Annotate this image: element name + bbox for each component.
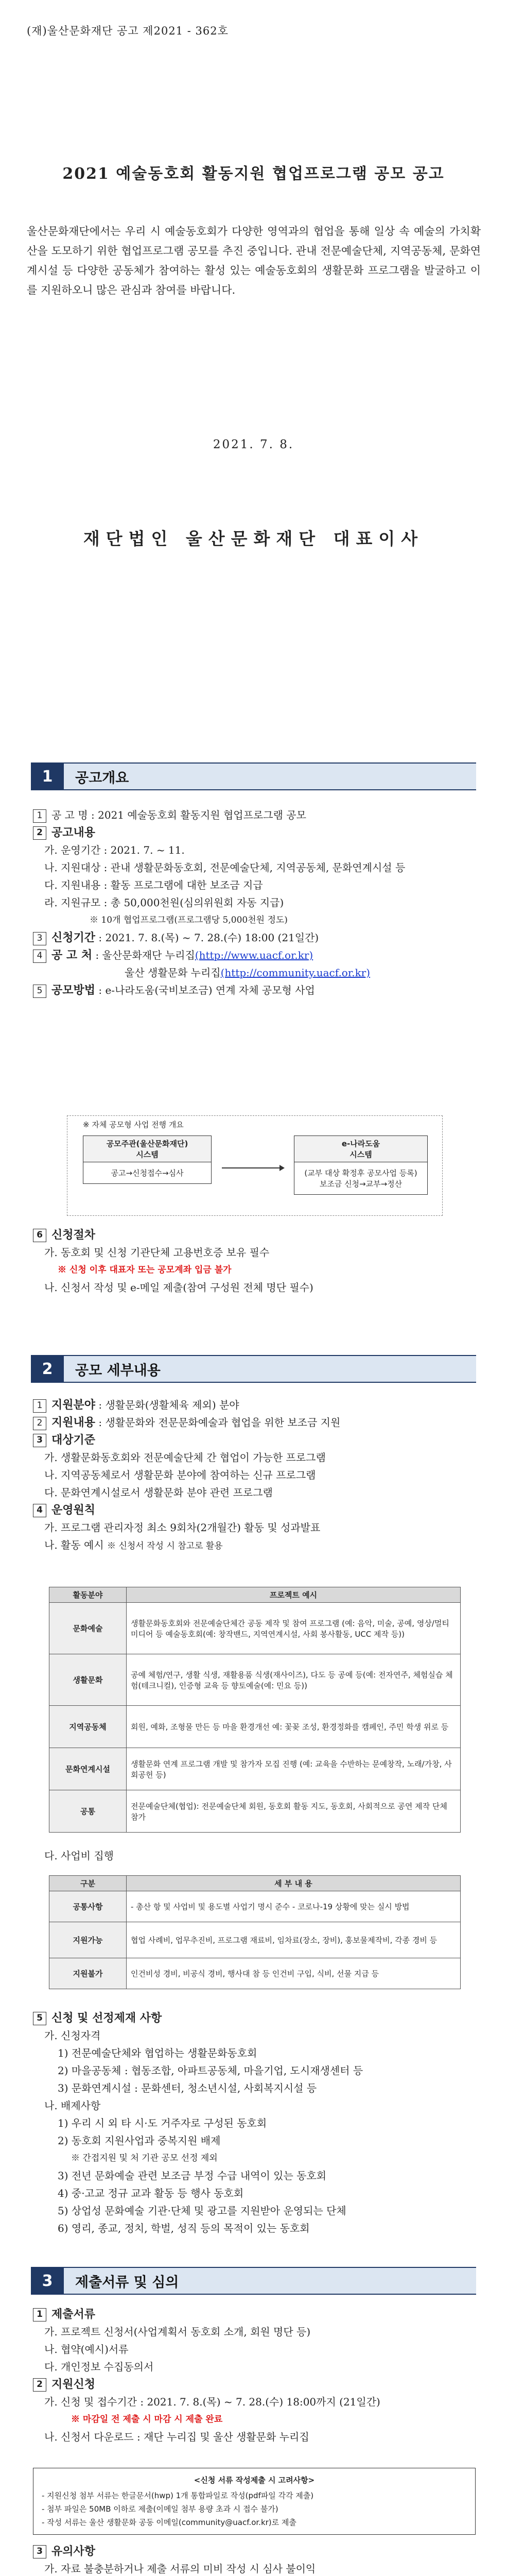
diagram-right-body2: 보조금 신청→교부→정산: [319, 1179, 403, 1189]
table-cell: 공통: [49, 1790, 127, 1833]
eligibility-a1: 1) 전문예술단체와 협업하는 생활문화동호회: [58, 2047, 257, 2059]
section-title: 제출서류 및 심의: [64, 2268, 476, 2294]
procedure-note: ※ 신청 이후 대표자 또는 공모계좌 입금 불가: [58, 1265, 232, 1275]
section-number: 3: [31, 2268, 64, 2294]
application-period: : 2021. 7. 8.(목) ~ 7. 28.(수) 18:00 (21일간): [98, 931, 319, 944]
section-3-body: [33, 2306, 476, 2446]
item-number: 2: [33, 826, 46, 840]
criteria-heading: 대상기준: [51, 1433, 96, 1447]
exclusion-4: 4) 중·고교 정규 교과 활동 등 행사 동호회: [58, 2187, 244, 2199]
table-cell: 지원가능: [49, 1922, 127, 1958]
exclusion-2-note: ※ 간접지원 및 처 기관 공모 선정 제외: [71, 2153, 218, 2163]
foundation-website-link[interactable]: (http://www.uacf.or.kr): [195, 949, 313, 961]
table-cell: 전문예술단체(협업): 전문예술단체 회원, 동호회 활동 지도, 동호회, 사회적으로 공연 제작 단체 참가: [127, 1790, 461, 1833]
section-number: 1: [31, 764, 64, 789]
application-a: 가. 신청 및 접수기간 : 2021. 7. 8.(목) ~ 7. 28.(수) 18:00까지 (21일간): [44, 2396, 380, 2408]
notice-content-heading: 공고내용: [51, 826, 96, 839]
budget-heading-block: [33, 1847, 476, 1865]
notice-location: : 울산문화재단 누리집: [95, 949, 195, 961]
field: : 생활문화(생활체육 제외) 분야: [98, 1399, 239, 1411]
item-number: 3: [33, 2545, 46, 2558]
exclusion-1: 1) 우리 시 외 타 시·도 거주자로 구성된 동호회: [58, 2117, 267, 2129]
exclusion-3: 3) 전년 문화예술 관련 보조금 부정 수급 내역이 있는 동호회: [58, 2170, 327, 2182]
item-number: 3: [33, 1434, 46, 1447]
issuer-name: 재단법인 울산문화재단 대표이사: [83, 529, 424, 549]
documents-a: 가. 프로젝트 신청서(사업계획서 동호회 소개, 회원 명단 등): [44, 2326, 311, 2338]
section-title: 공고개요: [64, 764, 476, 789]
item-number: 6: [33, 1229, 46, 1242]
table-cell: 인건비성 경비, 비공식 경비, 행사대 참 등 인건비 구입, 식비, 선물 지급 등: [127, 1958, 461, 1989]
section-number: 2: [31, 1356, 64, 1382]
diagram-left-head: 공모주관(울산문화재단): [106, 1139, 188, 1148]
section-1-body: [33, 806, 476, 999]
process-diagram: [67, 1115, 443, 1216]
item-number: 4: [33, 1504, 46, 1517]
support-content: 다. 지원내용 : 활동 프로그램에 대한 보조금 지급: [44, 879, 263, 891]
application-period-label: 신청기간: [51, 931, 96, 944]
table-row: [49, 1748, 461, 1790]
eligibility-heading: 신청 및 선정제재 사항: [51, 2011, 162, 2025]
section-3-cautions: [33, 2543, 476, 2576]
notice-line: - 지원신청 첨부 서류는 한글문서(hwp) 1개 통합파일로 작성(pdf파일 각각 제출): [42, 2491, 314, 2500]
item-number: 5: [33, 985, 46, 998]
operating-period: 가. 운영기간 : 2021. 7. ~ 11.: [44, 844, 185, 856]
caution-a: 가. 자료 불충분하거나 제출 서류의 미비 작성 시 심사 불이익: [44, 2563, 316, 2575]
section-2-body: [33, 1396, 476, 1555]
diagram-note: ※ 자체 공모형 사업 전행 개요: [83, 1120, 184, 1129]
diagram-left-body: 공고→신청접수→심사: [111, 1168, 184, 1178]
table-row: [49, 1958, 461, 1989]
notice-title: <신청 서류 작성제출 시 고려사항>: [194, 2476, 315, 2485]
table-header: 세 부 내 용: [127, 1876, 461, 1891]
support-note: ※ 10개 협업프로그램(프로그램당 5,000천원 정도): [90, 915, 288, 925]
documents-heading: 제출서류: [51, 2308, 96, 2321]
criteria-a: 가. 생활문화동호회와 전문예술단체 간 협업이 가능한 프로그램: [44, 1451, 326, 1464]
table-cell: 지역공동체: [49, 1706, 127, 1748]
principle-a: 가. 프로그램 관리자정 최소 9회차(2개월간) 활동 및 성과발표: [44, 1521, 321, 1534]
criteria-c: 다. 문화연계시설로서 생활문화 분야 관련 프로그램: [44, 1486, 273, 1499]
notice-line: - 작성 서류는 울산 생활문화 공동 이메일(community@uacf.or.kr)로 제출: [42, 2518, 296, 2527]
eligibility-a3: 3) 문화연계시설 : 문화센터, 청소년시설, 사회복지시설 등: [58, 2082, 317, 2094]
support: : 생활문화와 전문문화예술과 협업을 위한 보조금 지원: [98, 1416, 341, 1429]
item-number: 1: [33, 1399, 46, 1413]
doc-number: (재)울산문화재단 공고 제2021 - 362호: [27, 25, 229, 37]
item-number: 1: [33, 809, 46, 823]
item-number: 2: [33, 2378, 46, 2392]
table-row: [49, 1922, 461, 1958]
notice-line: - 첨부 파일은 50MB 이하로 제출(이메일 첨부 용량 초과 시 접수 불가): [42, 2504, 278, 2514]
diagram-right-body: (교부 대상 확정후 공모사업 등록): [304, 1168, 417, 1178]
field-label: 지원분야: [51, 1398, 96, 1412]
diagram-left-box: [83, 1136, 212, 1184]
method-label: 공모방법: [51, 984, 96, 997]
table-cell: 생활문화동호회와 전문예술단체간 공동 제작 및 참여 프로그램 (예: 음악, 미술, 공예, 영상/멀티미디어 등 예술동호회(예: 창작밴드, 지역연계시설, 사회 봉사활동, UCC 제작 등)): [127, 1603, 461, 1654]
submission-notice-box: [33, 2468, 476, 2535]
community-website-link[interactable]: (http://community.uacf.or.kr): [220, 967, 371, 979]
diagram-right-box: [294, 1136, 428, 1195]
exclusion-heading: 나. 배제사항: [44, 2099, 101, 2112]
item-number: 4: [33, 950, 46, 963]
item-number: 2: [33, 1417, 46, 1430]
documents-c: 다. 개인정보 수집동의서: [44, 2361, 154, 2373]
example-table: [49, 1587, 461, 1833]
table-cell: 공통사항: [49, 1891, 127, 1922]
section-3-header: [31, 2267, 476, 2295]
table-cell: 문화예술: [49, 1603, 127, 1654]
exclusion-5: 5) 상업성 문화예술 기관·단체 및 광고를 지원받아 운영되는 단체: [58, 2205, 346, 2217]
table-row: [49, 1603, 461, 1654]
budget-heading: 다. 사업비 집행: [44, 1850, 114, 1862]
principle-b: 나. 활동 예시: [44, 1539, 104, 1551]
table-row: [49, 1790, 461, 1833]
procedure-a: 가. 동호회 및 신청 기관단체 고용번호증 보유 필수: [44, 1246, 270, 1259]
table-header: 구분: [49, 1876, 127, 1891]
application-note: ※ 마감일 전 제출 시 마감 시 제출 완료: [71, 2414, 223, 2425]
arrow-right-icon: [222, 1167, 284, 1168]
item-number: 5: [33, 2012, 46, 2025]
table-cell: - 총산 항 및 사업비 및 용도별 사업기 명시 준수 - 코로나-19 상황에 맞는 실시 방법: [127, 1891, 461, 1922]
diagram-left-head2: 시스템: [136, 1150, 159, 1159]
notice-location-label: 공 고 처: [51, 948, 93, 962]
issue-date: 2021. 7. 8.: [213, 438, 294, 451]
documents-b: 나. 협약(예시)서류: [44, 2343, 129, 2355]
table-cell: 지원불가: [49, 1958, 127, 1989]
table-row: [49, 1654, 461, 1706]
support-target: 나. 지원대상 : 관내 생활문화동호회, 전문예술단체, 지역공동체, 문화연계시설 등: [44, 861, 406, 874]
diagram-right-head2: 시스템: [349, 1150, 372, 1159]
table-cell: 협업 사례비, 업무추진비, 프로그램 재료비, 임차료(장소, 장비), 홍보물제작비, 각종 경비 등: [127, 1922, 461, 1958]
support-label: 지원내용: [51, 1416, 96, 1429]
table-header: 활동분야: [49, 1587, 127, 1603]
principle-heading: 운영원칙: [51, 1503, 96, 1517]
table-cell: 회원, 예화, 조형물 만든 등 마을 환경개선 예: 꽃꽂 조성, 환경정화를 캠페인, 주민 학생 위로 등: [127, 1706, 461, 1748]
table-cell: 생활문화 연계 프로그램 개발 및 참가자 모집 진행 (예: 교육을 수반하는 문예창작, 노래/가창, 사회공헌 등): [127, 1748, 461, 1790]
eligibility-a: 가. 신청자격: [44, 2029, 101, 2042]
exclusion-2: 2) 동호회 지원사업과 중복지원 배제: [58, 2134, 221, 2147]
method: : e-나라도움(국비보조금) 연계 자체 공모형 사업: [98, 984, 315, 996]
table-cell: 공예 체험/연구, 생활 식생, 재활용품 식생(재사이즈), 다도 등 공예 등(예: 전자연주, 체험실습 체험(테크니컬), 인증형 교육 등 향토예술(예: 민요 등)): [127, 1654, 461, 1706]
table-header: 프로젝트 예시: [127, 1587, 461, 1603]
page-title: 2021 예술동호회 활동지원 협업프로그램 공모 공고: [62, 165, 445, 183]
section-1-procedure: [33, 1226, 476, 1296]
principle-note: ※ 신청서 작성 시 참고로 활용: [107, 1541, 223, 1551]
table-cell: 생활문화: [49, 1654, 127, 1706]
section-title: 공모 세부내용: [64, 1356, 476, 1382]
table-row: [49, 1891, 461, 1922]
section-2-eligibility: [33, 2009, 476, 2237]
item-number: 3: [33, 932, 46, 945]
eligibility-a2: 2) 마을공동체 : 협동조합, 아파트공동체, 마을기업, 도시재생센터 등: [58, 2064, 363, 2077]
intro-paragraph: 울산문화재단에서는 우리 시 예술동호회가 다양한 영역과의 협업을 통해 일상 속 예술의 가치확산을 도모하기 위한 협업프로그램 공모를 추진 중입니다. 관내 전문예술단체, 지역공동체, 문화연계시설 등 다양한 공동체가 참여하는 활성 있는 예술동호회의 생활문화 프로그램을 발굴하고 이를 지원하오니 많은 관심과 참여를 바랍니다.: [27, 225, 481, 296]
table-cell: 문화연계시설: [49, 1748, 127, 1790]
caution-heading: 유의사항: [51, 2545, 96, 2558]
diagram-right-head: e-나라도움: [341, 1139, 380, 1148]
budget-table: [49, 1875, 461, 1989]
item-number: 1: [33, 2308, 46, 2321]
application-heading: 지원신청: [51, 2378, 96, 2391]
section-2-header: [31, 1355, 476, 1383]
table-row: [49, 1706, 461, 1748]
community-site: 울산 생활문화 누리집: [125, 967, 221, 979]
procedure-heading: 신청절차: [51, 1228, 96, 1242]
exclusion-6: 6) 영리, 종교, 정치, 학벌, 성직 등의 목적이 있는 동호회: [58, 2222, 310, 2234]
support-scale: 라. 지원규모 : 총 50,000천원(심의위원회 자동 지급): [44, 896, 284, 909]
application-b: 나. 신청서 다운로드 : 재단 누리집 및 울산 생활문화 누리집: [44, 2431, 309, 2443]
procedure-b: 나. 신청서 작성 및 e-메일 제출(참여 구성원 전체 명단 필수): [44, 1281, 313, 1294]
notice-name: 공 고 명 : 2021 예술동호회 활동지원 협업프로그램 공모: [51, 809, 306, 821]
section-1-header: [31, 762, 476, 790]
criteria-b: 나. 지역공동체로서 생활문화 분야에 참여하는 신규 프로그램: [44, 1469, 316, 1481]
